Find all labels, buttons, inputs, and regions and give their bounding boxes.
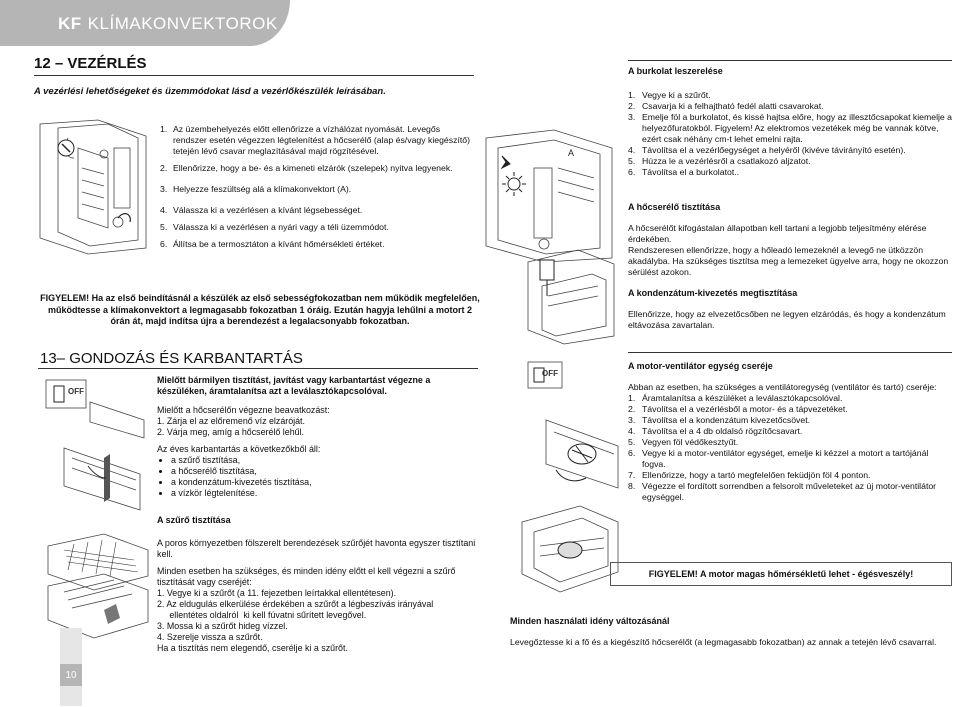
step-text: Válassza ki a vezérlésen a nyári vagy a téli üzemmódot. <box>173 222 389 232</box>
step-text: Áramtalanítsa a készüléket a leválasztókapcsolóval. <box>642 393 843 403</box>
step-text: Ellenőrizze, hogy a tartó megfelelően feküdjön föl 4 ponton. <box>642 470 871 480</box>
list-item <box>628 393 954 404</box>
list-item <box>628 112 954 145</box>
list-item <box>628 470 954 481</box>
motor-intro: Abban az esetben, ha szükséges a ventilátoregység (ventilátor és tartó) cseréje: <box>628 382 937 392</box>
step-number: 8. <box>628 481 636 491</box>
filter-paragraph-2: Minden esetben ha szükséges, és minden idény előtt el kell végezni a szűrő tisztítását vagy cseréjét: <box>157 566 456 587</box>
step-number: 3. <box>160 184 168 194</box>
section-12-warning: FIGYELEM! Ha az első beindításnál a készülék az első sebességfokozatban nem működik megfelelően, működtesse a klímakonvektort a legmagasabb fokozatban 1 óráig. Ezután hagyja lehűlni a motort 2 órán át, majd indítsa újra a berendezést a legalacsonyabb fokozatban. <box>40 293 480 326</box>
controller-illustration <box>38 118 150 256</box>
list-item <box>628 437 954 448</box>
season-text: Levegőztesse ki a fő és a kiegészítő hőcserélőt (a legmagasabb fokozatban) az annak a tetején lévő csavarral. <box>510 637 937 647</box>
list-item: 1. Zárja el az előremenő víz elzáróját. <box>157 416 305 426</box>
step-number: 2. <box>628 101 636 111</box>
list-item <box>160 124 475 157</box>
section-13-body <box>157 375 477 654</box>
motor-heading: A motor-ventilátor egység cseréje <box>628 361 773 371</box>
step-text: Vegye ki a szűrőt. <box>642 90 711 100</box>
step-text: Az üzembehelyezés előtt ellenőrizze a vízhálózat nyomását. Levegős rendszer esetén végezzen légtelenítést a hőcserélő (alap és/vagy kiegészítő) tetején lévő csavar meglazításával majd rögzítésével. <box>173 124 470 156</box>
step-number: 2. <box>628 404 636 414</box>
section-13-rule <box>38 368 478 369</box>
list-item: Ha a tisztítás nem elegendő, cserélje ki a szűrőt. <box>157 643 348 653</box>
casing-steps <box>628 90 954 178</box>
step-number: 2. <box>160 163 168 173</box>
annual-intro: Az éves karbantartás a következőkből áll: <box>157 444 321 454</box>
step-number: 6. <box>628 167 636 177</box>
step-number: 3. <box>628 112 636 122</box>
motor-warning-box <box>610 562 952 586</box>
page-header <box>0 0 960 46</box>
hx-text-2: Rendszeresen ellenőrizze, hogy a hőleadó lemezeknél a levegő ne ütközzön akadályba. Ha szükséges tisztítsa meg a lemezeket ügyelve arra, hogy ne okozzon sérülést azokon. <box>628 245 949 277</box>
condensate-heading: A kondenzátum-kivezetés megtisztítása <box>628 288 798 298</box>
list-item <box>628 156 954 167</box>
list-item: 4. Szerelje vissza a szűrőt. <box>157 632 263 642</box>
list-item <box>160 163 475 174</box>
condensate-text: Ellenőrizze, hogy az elvezetőcsőben ne legyen elzáródás, és hogy a kondenzátum eltávozása zavartalan. <box>628 309 946 330</box>
step-number: 5. <box>628 156 636 166</box>
list-item <box>628 145 954 156</box>
list-item: 2. Az eldugulás elkerülése érdekében a szűrőt a légbeszívás irányával <box>157 599 434 609</box>
step-text: Távolítsa el a vezérlőegységet a helyéről (kivéve távirányító esetén). <box>642 145 906 155</box>
section-12-heading: 12 – VEZÉRLÉS <box>34 55 147 72</box>
step-text: Helyezze feszültség alá a klímakonvektort (A). <box>173 184 352 194</box>
season-heading: Minden használati idény változásánál <box>510 616 670 626</box>
season-section <box>510 616 956 648</box>
step-number: 7. <box>628 470 636 480</box>
hx-heading: A hőcserélő tisztítása <box>628 202 721 212</box>
list-item <box>160 239 475 250</box>
step-text: Távolítsa el a kondenzátum kivezetőcsövet. <box>642 415 811 425</box>
list-item <box>160 222 475 233</box>
section-13-heading: 13– GONDOZÁS ÉS KARBANTARTÁS <box>40 350 303 367</box>
condensate-section <box>628 288 954 331</box>
list-item <box>628 448 954 470</box>
list-item <box>160 205 475 216</box>
motor-warning-text: FIGYELEM! A motor magas hőmérsékletű lehet - égésveszély! <box>648 569 914 579</box>
step-text: Vegyen föl védőkesztyűt. <box>642 437 739 447</box>
step-text: Távolítsa el a 4 db oldalsó rögzítőcsavart. <box>642 426 803 436</box>
step-number: 6. <box>628 448 636 458</box>
header-brand: KF <box>58 14 82 33</box>
section-12-steps <box>160 124 475 255</box>
motor-steps <box>628 393 954 503</box>
list-item <box>628 101 954 112</box>
step-text: Válassza ki a vezérlésen a kívánt légsebességet. <box>173 205 363 215</box>
list-item: 3. Mossa ki a szűrőt hideg vízzel. <box>157 621 288 631</box>
list-item <box>628 90 954 101</box>
step-text: Távolítsa el a burkolatot.. <box>642 167 740 177</box>
fan-assembly-illustration <box>520 502 620 610</box>
list-item: 1. Vegye ki a szűrőt (a 11. fejezetben leírtakkal ellentétesen). <box>157 588 397 598</box>
list-item <box>160 184 475 195</box>
hx-intro: Mielőtt a hőcserélőn végezne beavatkozást: <box>157 405 330 415</box>
off-label-left: OFF <box>68 387 84 396</box>
filter-paragraph-1: A poros környezetben fölszerelt berendezések szűrőjét havonta egyszer tisztítani kell. <box>157 538 476 559</box>
step-number: 5. <box>628 437 636 447</box>
list-item <box>628 481 954 503</box>
list-item: • a kondenzátum-kivezetés tisztítása, <box>171 477 477 488</box>
list-item: 2. Várja meg, amíg a hőcserélő lehűl. <box>157 427 305 437</box>
step-text: Végezze el fordított sorrendben a felsorolt műveleteket az új motor-ventilátor egységgel. <box>642 481 937 502</box>
motor-section <box>628 361 954 503</box>
motor-off-illustration <box>526 360 624 500</box>
step-number: 6. <box>160 239 168 249</box>
step-number: 4. <box>160 205 168 215</box>
step-text: Vegye ki a motor-ventilátor egységet, emelje ki kézzel a motort a tartójánál fogva. <box>642 448 929 469</box>
section-13-lead: Mielőtt bármilyen tisztítást, javítást vagy karbantartást végezne a készüléken, áramtalanítsa azt a leválasztókapcsolóval. <box>157 375 431 396</box>
list-item <box>628 426 954 437</box>
section-12-intro: A vezérlési lehetőségeket és üzemmódokat lásd a vezérlőkészülék leírásában. <box>34 86 386 97</box>
header-title-text: KLÍMAKONVEKTOROK <box>87 14 278 33</box>
step-text: Csavarja ki a felhajtható fedél alatti csavarokat. <box>642 101 824 111</box>
step-number: 1. <box>628 90 636 100</box>
list-item <box>628 404 954 415</box>
list-item <box>628 415 954 426</box>
right-mid-rule <box>628 352 952 353</box>
step-number: 5. <box>160 222 168 232</box>
step-number: 4. <box>628 426 636 436</box>
step-text: Emelje föl a burkolatot, és kissé hajtsa előre, hogy az illesztőcsapokat kiemelje a helyezőfuratokból. Figyelem! Az elektromos vezetékek még be vannak kötve, ezért csak néhány cm-t lehet emelni rajta. <box>642 112 953 144</box>
step-text: Távolítsa el a vezérlésből a motor- és a tápvezetéket. <box>642 404 848 414</box>
off-label-right: OFF <box>542 369 558 378</box>
step-number: 1. <box>160 124 168 134</box>
svg-text:A: A <box>568 148 575 158</box>
header-title <box>58 14 278 34</box>
list-item: ellentétes oldalról ki kell fúvatni sűrített levegővel. <box>157 610 367 620</box>
section-12-rule <box>34 75 474 76</box>
list-item <box>628 167 954 178</box>
list-item: • a hőcserélő tisztítása, <box>171 466 477 477</box>
page-number: 10 <box>60 664 82 686</box>
step-text: Ellenőrizze, hogy a be- és a kimeneti elzárók (szelepek) nyitva legyenek. <box>173 163 453 173</box>
right-top-rule <box>628 60 952 61</box>
annual-list <box>157 455 477 499</box>
filter-heading: A szűrő tisztítása <box>157 515 231 525</box>
hx-section <box>628 202 954 278</box>
list-item: • a vízkör légtelenítése. <box>171 488 477 499</box>
step-number: 1. <box>628 393 636 403</box>
convector-unit-illustration <box>484 128 614 264</box>
step-number: 4. <box>628 145 636 155</box>
list-item: • a szűrő tisztítása, <box>171 455 477 466</box>
casing-removal-illustration <box>518 246 618 346</box>
step-text: Állítsa be a termosztáton a kívánt hőmérsékleti értéket. <box>173 239 385 249</box>
casing-heading: A burkolat leszerelése <box>628 66 723 76</box>
hx-text: A hőcserélőt kifogástalan állapotban kell tartani a legjobb teljesítmény elérése érdekében. <box>628 223 927 244</box>
filter-illustration <box>44 526 152 642</box>
step-text: Húzza le a vezérlésről a csatlakozó aljzatot. <box>642 156 811 166</box>
casing-section <box>628 66 954 178</box>
switch-off-illustration <box>44 378 152 528</box>
step-number: 3. <box>628 415 636 425</box>
